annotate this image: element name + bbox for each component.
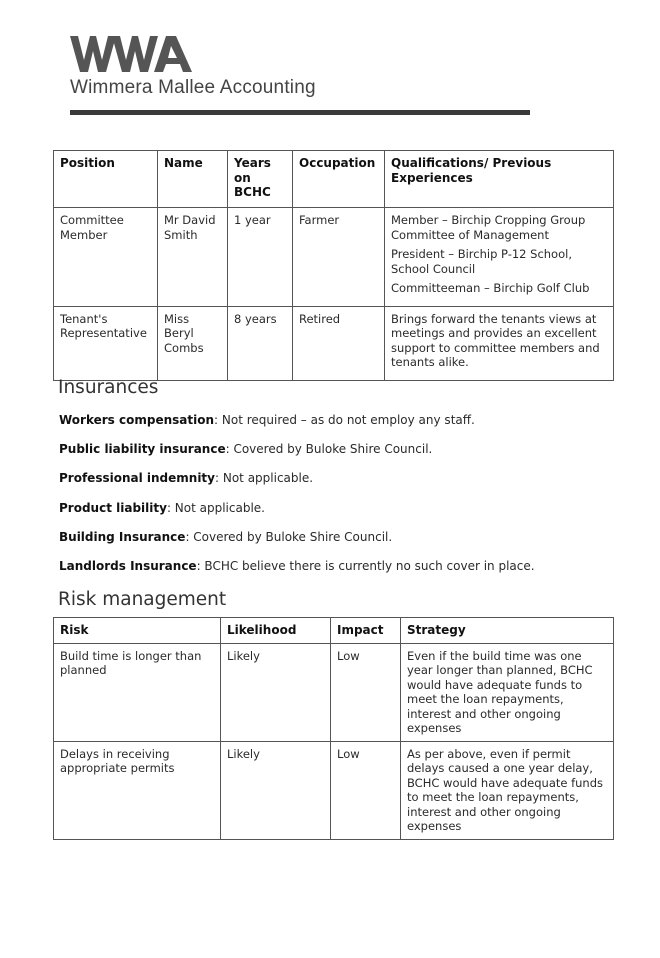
qualification-item: Member – Birchip Cropping Group Committee of Management [391,213,586,242]
cell-likelihood: Likely [221,741,331,839]
insurance-item [59,413,475,427]
qualification-item: Committeeman – Birchip Golf Club [391,281,590,295]
insurance-label: Building Insurance [59,530,186,544]
insurance-item [59,501,265,515]
header-rule [70,110,530,115]
cell-years: 8 years [228,306,293,380]
insurance-value: : Not applicable. [215,471,314,485]
insurance-value: : BCHC believe there is currently no such cover in place. [196,559,535,573]
company-name: Wimmera Mallee Accounting [70,77,316,98]
insurance-label: Product liability [59,501,167,515]
committee-table [53,150,614,381]
cell-qualifications [385,306,614,380]
insurance-item [59,442,432,456]
insurance-label: Public liability insurance [59,442,226,456]
cell-risk: Build time is longer than planned [54,643,221,741]
col-header-position: Position [54,151,158,208]
cell-risk: Delays in receiving appropriate permits [54,741,221,839]
risk-management-heading: Risk management [58,589,227,610]
insurance-value: : Not applicable. [166,501,265,515]
insurance-value: : Not required – as do not employ any staff. [214,413,475,427]
risk-table [53,617,614,840]
risk-header-row [54,618,614,644]
cell-occupation: Farmer [293,208,385,307]
insurance-item [59,559,535,573]
insurance-label: Workers compensation [59,413,215,427]
qualification-item: Brings forward the tenants views at meetings and provides an excellent support to committee members and tenants alike. [391,311,600,369]
cell-strategy: As per above, even if permit delays caused a one year delay, BCHC would have adequate funds to meet the loan repayments, interest and other ongoing expenses [401,741,614,839]
insurance-item [59,530,392,544]
cell-impact: Low [331,643,401,741]
cell-strategy: Even if the build time was one year longer than planned, BCHC would have adequate funds to meet the loan repayments, interest and other ongoing expenses [401,643,614,741]
table-row [54,643,614,741]
insurance-label: Landlords Insurance [59,559,197,573]
cell-name: Mr David Smith [158,208,228,307]
insurance-label: Professional indemnity [59,471,215,485]
insurances-heading: Insurances [58,377,159,398]
table-row [54,741,614,839]
qualification-item: President – Birchip P-12 School, School Council [391,247,572,276]
col-header-name: Name [158,151,228,208]
col-header-years: Years on BCHC [228,151,293,208]
cell-position: Committee Member [54,208,158,307]
cell-likelihood: Likely [221,643,331,741]
col-header-strategy: Strategy [401,618,614,644]
table-row [54,306,614,380]
col-header-qualifications: Qualifications/ Previous Experiences [385,151,614,208]
col-header-occupation: Occupation [293,151,385,208]
insurance-value: : Covered by Buloke Shire Council. [185,530,393,544]
col-header-risk: Risk [54,618,221,644]
cell-occupation: Retired [293,306,385,380]
table-row [54,208,614,307]
cell-impact: Low [331,741,401,839]
insurance-item [59,471,313,485]
wma-logo-icon [70,36,195,72]
cell-years: 1 year [228,208,293,307]
cell-name: Miss Beryl Combs [158,306,228,380]
cell-position: Tenant's Representative [54,306,158,380]
cell-qualifications [385,208,614,307]
col-header-likelihood: Likelihood [221,618,331,644]
insurance-value: : Covered by Buloke Shire Council. [225,442,433,456]
committee-header-row [54,151,614,208]
col-header-impact: Impact [331,618,401,644]
